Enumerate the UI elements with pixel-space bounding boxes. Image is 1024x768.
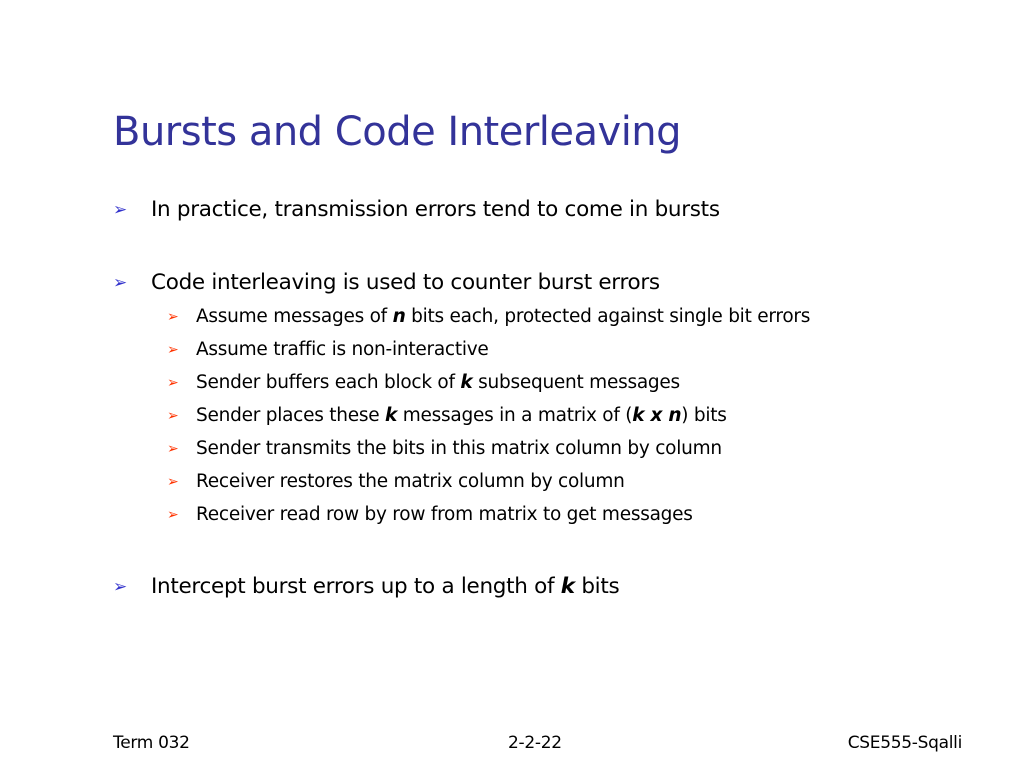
- arrow-bullet-icon: ➢: [167, 309, 179, 325]
- arrow-bullet-icon: ➢: [113, 577, 127, 597]
- arrow-bullet-icon: ➢: [167, 342, 179, 358]
- text-run: ) bits: [681, 405, 727, 426]
- text-run: messages in a matrix of (: [397, 405, 633, 426]
- text-run: bits: [574, 574, 620, 599]
- bullet-text: [151, 572, 619, 602]
- emphasis-k-x-n: k x n: [632, 405, 682, 426]
- text-run: Sender places these: [196, 405, 386, 426]
- text-run: Sender buffers each block of: [196, 372, 461, 393]
- footer-date: 2-2-22: [508, 733, 562, 753]
- bullet-text: [196, 403, 727, 429]
- bullet-text: [196, 370, 680, 396]
- bullet-text: Receiver read row by row from matrix to get messages: [196, 504, 693, 525]
- bullet-text: Sender transmits the bits in this matrix column by column: [196, 438, 722, 459]
- footer-course: CSE555-Sqalli: [847, 733, 962, 753]
- bullet-text: Assume traffic is non-interactive: [196, 339, 489, 360]
- arrow-bullet-icon: ➢: [167, 375, 179, 391]
- bullet-text: [196, 304, 810, 330]
- bullet-text: Code interleaving is used to counter burst errors: [151, 270, 660, 295]
- emphasis-k: k: [560, 574, 575, 599]
- text-run: bits each, protected against single bit errors: [405, 306, 811, 327]
- arrow-bullet-icon: ➢: [113, 273, 127, 293]
- emphasis-k: k: [460, 372, 473, 393]
- text-run: Assume messages of: [196, 306, 393, 327]
- footer-term: Term 032: [113, 733, 190, 753]
- emphasis-n: n: [392, 306, 406, 327]
- arrow-bullet-icon: ➢: [167, 507, 179, 523]
- bullet-text: Receiver restores the matrix column by column: [196, 471, 625, 492]
- text-run: Intercept burst errors up to a length of: [151, 574, 561, 599]
- arrow-bullet-icon: ➢: [113, 200, 127, 220]
- text-run: subsequent messages: [472, 372, 680, 393]
- bullet-text: In practice, transmission errors tend to come in bursts: [151, 197, 720, 222]
- emphasis-k: k: [385, 405, 398, 426]
- arrow-bullet-icon: ➢: [167, 408, 179, 424]
- arrow-bullet-icon: ➢: [167, 474, 179, 490]
- slide-title: Bursts and Code Interleaving: [113, 109, 682, 155]
- arrow-bullet-icon: ➢: [167, 441, 179, 457]
